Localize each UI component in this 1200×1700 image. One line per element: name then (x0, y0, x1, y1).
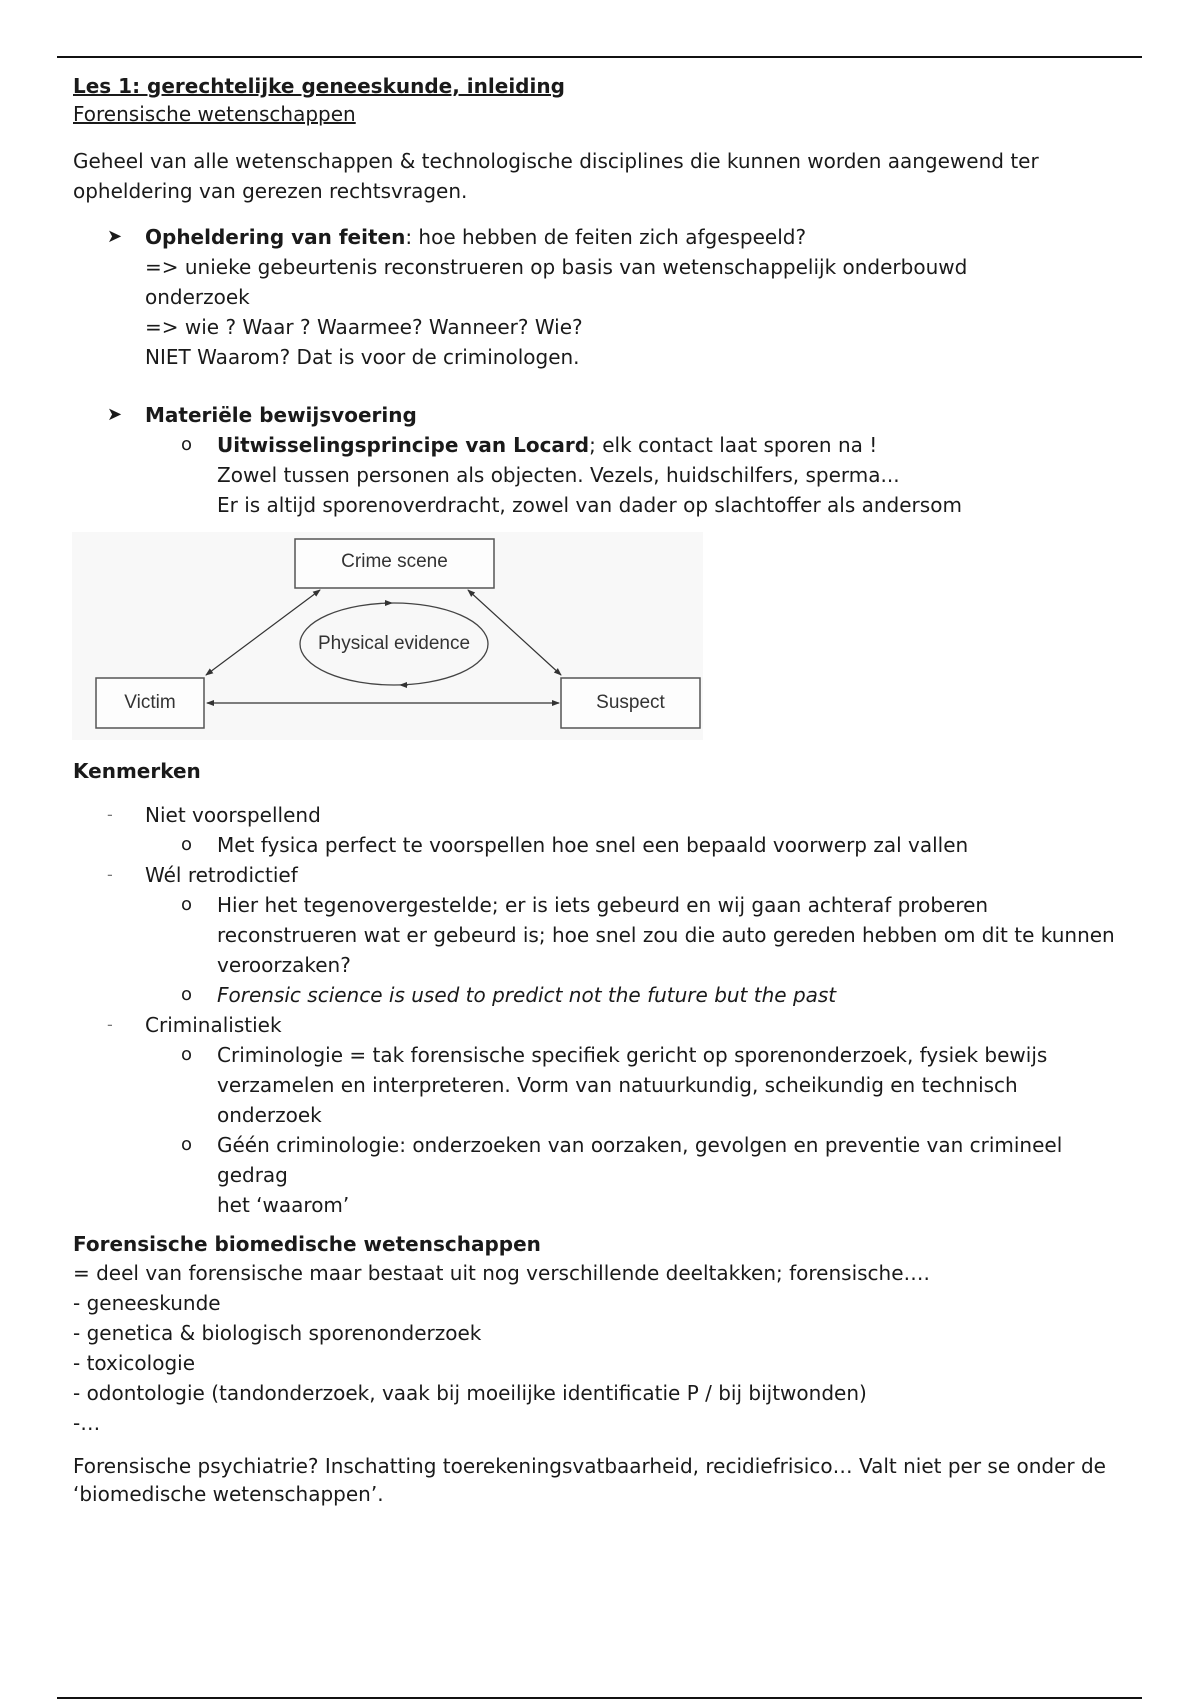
sub-item-text: Géén criminologie: onderzoeken van oorzaken, gevolgen en preventie van crimineel gedrag (217, 1133, 1063, 1187)
diagram-label-crime-scene: Crime scene (341, 551, 448, 572)
kenmerken-list (73, 800, 1153, 1220)
locard-line2: Zowel tussen personen als objecten. Vezels, huidschilfers, sperma... (217, 463, 900, 487)
kenmerk-label: Criminalistiek (145, 1013, 282, 1037)
circle-bullet-icon: o (181, 834, 193, 855)
list-item: - odontologie (tandonderzoek, vaak bij moeilijke identificatie P / bij bijtwonden) (73, 1381, 867, 1405)
list-item-opheldering (107, 222, 1153, 372)
list-item-materiele (107, 400, 1153, 520)
sub-item-text: het ‘waarom’ (217, 1193, 350, 1217)
locard-line3: Er is altijd sporenoverdracht, zowel van dader op slachtoffer als andersom (217, 493, 962, 517)
locard-diagram (72, 532, 703, 740)
kenmerk-label: Wél retrodictief (145, 863, 298, 887)
opheldering-line2: => unieke gebeurtenis reconstrueren op basis van wetenschappelijk onderbouwd onderzoek (145, 255, 968, 309)
diagram-label-physical-evidence: Physical evidence (317, 633, 471, 654)
sub-item-text: Met fysica perfect te voorspellen hoe snel een bepaald voorwerp zal vallen (217, 833, 969, 857)
sub-item (145, 1130, 1153, 1220)
arrow-list-opheldering (73, 222, 1153, 372)
locard-heading: Uitwisselingsprincipe van Locard (217, 433, 590, 457)
sub-item (145, 1040, 1153, 1130)
header-rule (57, 56, 1142, 58)
sub-item-text: Hier het tegenovergestelde; er is iets gebeurd en wij gaan achteraf proberen reconstrueren wat er gebeurd is; hoe snel zou die auto gereden hebben om dit te kunnen veroorzaken? (217, 893, 1115, 977)
sub-item-text: Forensic science is used to predict not the future but the past (217, 983, 837, 1007)
dash-bullet-icon: - (107, 1015, 113, 1034)
section-subtitle: Forensische wetenschappen (73, 102, 356, 126)
opheldering-line4: NIET Waarom? Dat is voor de criminologen. (145, 345, 580, 369)
circle-bullet-icon: o (181, 1044, 193, 1065)
arrow-bullet-icon: ➤ (107, 404, 123, 425)
sub-item (145, 980, 1153, 1010)
document-page (73, 72, 1153, 1508)
circle-bullet-icon: o (181, 984, 193, 1005)
circle-bullet-icon: o (181, 1134, 193, 1155)
circle-bullet-icon: o (181, 894, 193, 915)
diagram-label-suspect: Suspect (596, 692, 665, 713)
kenmerk-label: Niet voorspellend (145, 803, 321, 827)
list-item: -… (73, 1411, 101, 1435)
list-item: - genetica & biologisch sporenonderzoek (73, 1321, 482, 1345)
sub-item (145, 890, 1153, 980)
dash-bullet-icon: - (107, 805, 113, 824)
intro-paragraph: Geheel van alle wetenschappen & technologische disciplines die kunnen worden aangewend ter opheldering van gerezen rechtsvragen. (73, 149, 1039, 203)
opheldering-heading: Opheldering van feiten (145, 225, 406, 249)
locard-text: ; elk contact laat sporen na ! (589, 433, 878, 457)
opheldering-line3: => wie ? Waar ? Waarmee? Wanneer? Wie? (145, 315, 583, 339)
kenmerken-heading: Kenmerken (73, 759, 201, 783)
footer-rule (57, 1697, 1142, 1699)
sub-item-text: Criminologie = tak forensische specifiek gericht op sporenonderzoek, fysiek bewijs verzamelen en interpreteren. Vorm van natuurkundig, scheikundig en technisch onderzoek (217, 1043, 1048, 1127)
psychiatrie-paragraph: Forensische psychiatrie? Inschatting toerekeningsvatbaarheid, recidiefrisico… Valt niet per se onder de ‘biomedische wetenschappen’. (73, 1454, 1106, 1506)
list-item: - toxicologie (73, 1351, 196, 1375)
sub-item (145, 830, 1153, 860)
list-item-criminalistiek (107, 1010, 1153, 1220)
materiele-heading: Materiële bewijsvoering (145, 403, 417, 427)
locard-item (73, 430, 1153, 520)
arrow-list-materiele (73, 400, 1153, 520)
arrow-bullet-icon: ➤ (107, 226, 123, 247)
list-item-niet-voorspellend (107, 800, 1153, 860)
list-item-retrodictief (107, 860, 1153, 1010)
opheldering-question: : hoe hebben de feiten zich afgespeeld? (405, 225, 807, 249)
list-item: - geneeskunde (73, 1291, 221, 1315)
diagram-label-victim: Victim (124, 692, 176, 713)
biomedisch-intro: = deel van forensische maar bestaat uit nog verschillende deeltakken; forensische…. (73, 1261, 930, 1285)
biomedisch-heading: Forensische biomedische wetenschappen (73, 1232, 541, 1256)
biomedisch-list (73, 1288, 1153, 1438)
dash-bullet-icon: - (107, 865, 113, 884)
circle-bullet-icon: o (181, 434, 193, 455)
page-title: Les 1: gerechtelijke geneeskunde, inleiding (73, 74, 565, 98)
